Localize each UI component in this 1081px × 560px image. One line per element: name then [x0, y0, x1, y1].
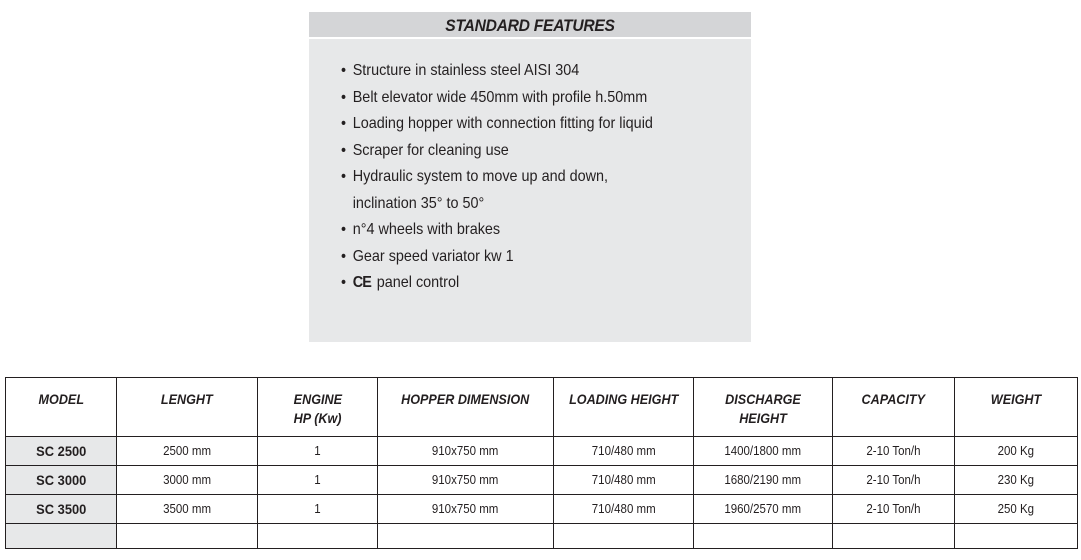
feature-item: • Hydraulic system to move up and down,	[341, 164, 731, 191]
table-cell	[955, 524, 1078, 549]
table-cell: 1	[258, 466, 378, 495]
table-cell: 710/480 mm	[554, 466, 694, 495]
table-cell: 250 Kg	[955, 495, 1078, 524]
table-cell: 910x750 mm	[378, 495, 554, 524]
table-cell	[117, 524, 258, 549]
table-cell: 2-10 Ton/h	[833, 437, 955, 466]
bullet: •	[341, 168, 347, 185]
bullet: •	[341, 115, 347, 132]
table-cell: 2-10 Ton/h	[833, 495, 955, 524]
feature-item-continuation: inclination 35° to 50°	[352, 194, 485, 212]
table-cell: 2500 mm	[117, 437, 258, 466]
header-hopper-dimension: HOPPER DIMENSION	[378, 378, 554, 437]
header-weight: WEIGHT	[955, 378, 1078, 437]
table-cell: 230 Kg	[955, 466, 1078, 495]
table-cell: 1	[258, 495, 378, 524]
bullet: •	[341, 247, 347, 265]
feature-item: • Belt elevator wide 450mm with profile h.50mm	[341, 85, 731, 112]
table-cell: 3500 mm	[117, 495, 258, 524]
standard-features-box	[309, 12, 751, 342]
table-cell: 710/480 mm	[554, 495, 694, 524]
table-header-row	[6, 378, 1078, 437]
table-cell	[833, 524, 955, 549]
bullet: •	[341, 141, 347, 159]
ce-mark-icon: CE	[352, 274, 371, 291]
features-list	[341, 58, 774, 297]
table-cell: 1960/2570 mm	[694, 495, 833, 524]
feature-item: • n°4 wheels with brakes	[341, 217, 731, 244]
table-cell	[258, 524, 378, 549]
bullet: •	[341, 274, 347, 291]
table-cell	[694, 524, 833, 549]
table-cell: 1680/2190 mm	[694, 466, 833, 495]
model-cell: SC 3500	[6, 495, 117, 524]
table-cell: 200 Kg	[955, 437, 1078, 466]
feature-item: • Loading hopper with connection fitting for liquid	[341, 111, 731, 138]
model-cell	[6, 524, 117, 549]
table-cell	[378, 524, 554, 549]
table-row-empty	[6, 524, 1078, 549]
features-title: STANDARD FEATURES	[445, 16, 615, 35]
bullet: •	[341, 221, 347, 238]
header-loading-height: LOADING HEIGHT	[554, 378, 694, 437]
table-cell	[554, 524, 694, 549]
header-length: LENGHT	[117, 378, 258, 437]
feature-item: • Gear speed variator kw 1	[341, 244, 731, 271]
table-row	[6, 466, 1078, 495]
features-header	[309, 12, 751, 39]
header-discharge-height: DISCHARGE HEIGHT	[694, 378, 833, 437]
table-cell: 1400/1800 mm	[694, 437, 833, 466]
table-cell: 710/480 mm	[554, 437, 694, 466]
bullet: •	[341, 88, 347, 106]
table-cell: 2-10 Ton/h	[833, 466, 955, 495]
feature-item: • Structure in stainless steel AISI 304	[341, 58, 731, 85]
bullet: •	[341, 62, 347, 79]
header-model: MODEL	[6, 378, 117, 437]
feature-item: • CE panel control	[341, 270, 731, 297]
spec-table	[5, 377, 1078, 549]
feature-item: • Scraper for cleaning use	[341, 138, 731, 165]
table-row	[6, 495, 1078, 524]
header-engine: ENGINE HP (Kw)	[258, 378, 378, 437]
table-cell: 3000 mm	[117, 466, 258, 495]
table-cell: 1	[258, 437, 378, 466]
header-capacity: CAPACITY	[833, 378, 955, 437]
model-cell: SC 3000	[6, 466, 117, 495]
table-row	[6, 437, 1078, 466]
table-cell: 910x750 mm	[378, 466, 554, 495]
table-cell: 910x750 mm	[378, 437, 554, 466]
model-cell: SC 2500	[6, 437, 117, 466]
